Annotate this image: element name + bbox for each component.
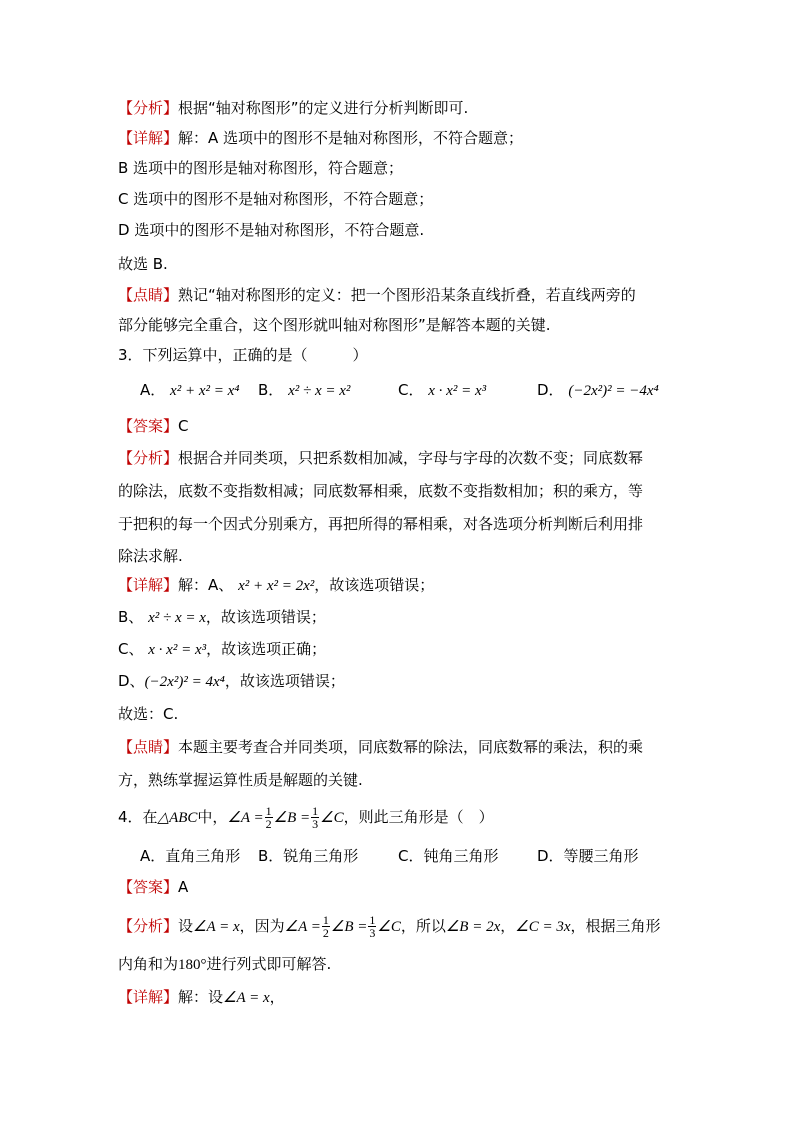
option-c: C．钝角三角形 [398, 847, 499, 865]
text-line: 方，熟练掌握运算性质是解题的关键. [118, 771, 363, 789]
analysis-tag: 【分析】 [118, 449, 179, 467]
detail-line: 【详解】解：A 选项中的图形不是轴对称图形，不符合题意； [118, 129, 524, 147]
comment-line: 【点睛】熟记“轴对称图形的定义：把一个图形沿某条直线折叠，若直线两旁的 [118, 286, 636, 304]
detail-line: 【详解】解：A、 x² + x² = 2x²，故该选项错误； [118, 576, 435, 594]
question-4: 4．在△ABC中，∠A = $\frac{1}{2}$ ∠B = $\frac{1}{3}$ ∠C，则此三角形是（ ） [118, 804, 494, 831]
detail-tag: 【详解】 [118, 988, 179, 1006]
text-line: 部分能够完全重合，这个图形就叫轴对称图形”是解答本题的关键. [118, 316, 551, 334]
option-b: B． x² ÷ x = x² [258, 381, 351, 399]
comment-tag: 【点睛】 [118, 286, 179, 304]
text-line: 于把积的每一个因式分别乘方，再把所得的幂相乘，对各选项分析判断后利用排 [118, 515, 644, 533]
comment-line: 【点睛】本题主要考查合并同类项，同底数幂的除法，同底数幂的乘法，积的乘 [118, 738, 644, 756]
answer-tag: 【答案】 [118, 878, 179, 896]
option-c: C． x · x² = x³ [398, 381, 487, 399]
option-d: D．等腰三角形 [537, 847, 639, 865]
text-line: C 选项中的图形不是轴对称图形，不符合题意； [118, 190, 434, 208]
option-a: A．直角三角形 [140, 847, 241, 865]
analysis-tag: 【分析】 [118, 917, 179, 935]
text-line: B 选项中的图形是轴对称图形，符合题意； [118, 159, 404, 177]
fraction-third: $\frac{1}{3}$ [369, 913, 376, 940]
analysis-line: 【分析】设∠A = x，因为∠A = $\frac{1}{2}$ ∠B = $\frac{1}{3}$ ∠C，所以∠B = 2x，∠C = 3x，根据三角形 [118, 913, 661, 940]
detail-tag: 【详解】 [118, 129, 179, 147]
answer-line: 【答案】C [118, 417, 189, 435]
option-b: B．锐角三角形 [258, 847, 359, 865]
text-line: 故选：C. [118, 705, 179, 723]
detail-tag: 【详解】 [118, 576, 179, 594]
comment-tag: 【点睛】 [118, 738, 179, 756]
option-a: A． x² + x² = x⁴ [140, 381, 240, 399]
text-line: D 选项中的图形不是轴对称图形，不符合题意. [118, 221, 425, 239]
text-line: 内角和为180°进行列式即可解答. [118, 955, 332, 973]
answer-tag: 【答案】 [118, 417, 179, 435]
analysis-line: 【分析】根据“轴对称图形”的定义进行分析判断即可. [118, 99, 469, 117]
detail-line: B、 x² ÷ x = x，故该选项错误； [118, 608, 326, 626]
answer-line: 【答案】A [118, 878, 189, 896]
fraction-half: $\frac{1}{2}$ [322, 913, 329, 940]
option-d: D． (−2x²)² = −4x⁴ [537, 381, 659, 399]
analysis-line: 【分析】根据合并同类项，只把系数相加减，字母与字母的次数不变；同底数幂 [118, 449, 644, 467]
detail-line: 【详解】解：设∠A = x， [118, 988, 285, 1006]
fraction-half: $\frac{1}{2}$ [265, 804, 272, 831]
question-3: 3．下列运算中，正确的是（ ） [118, 346, 368, 364]
fraction-third: $\frac{1}{3}$ [312, 804, 319, 831]
text-line: 的除法，底数不变指数相减；同底数幂相乘，底数不变指数相加；积的乘方，等 [118, 482, 644, 500]
analysis-tag: 【分析】 [118, 99, 179, 117]
detail-line: C、 x · x² = x³，故该选项正确； [118, 640, 327, 658]
detail-line: D、(−2x²)² = 4x⁴，故该选项错误； [118, 672, 345, 690]
text-line: 除法求解. [118, 547, 183, 565]
text-line: 故选 B. [118, 255, 168, 273]
